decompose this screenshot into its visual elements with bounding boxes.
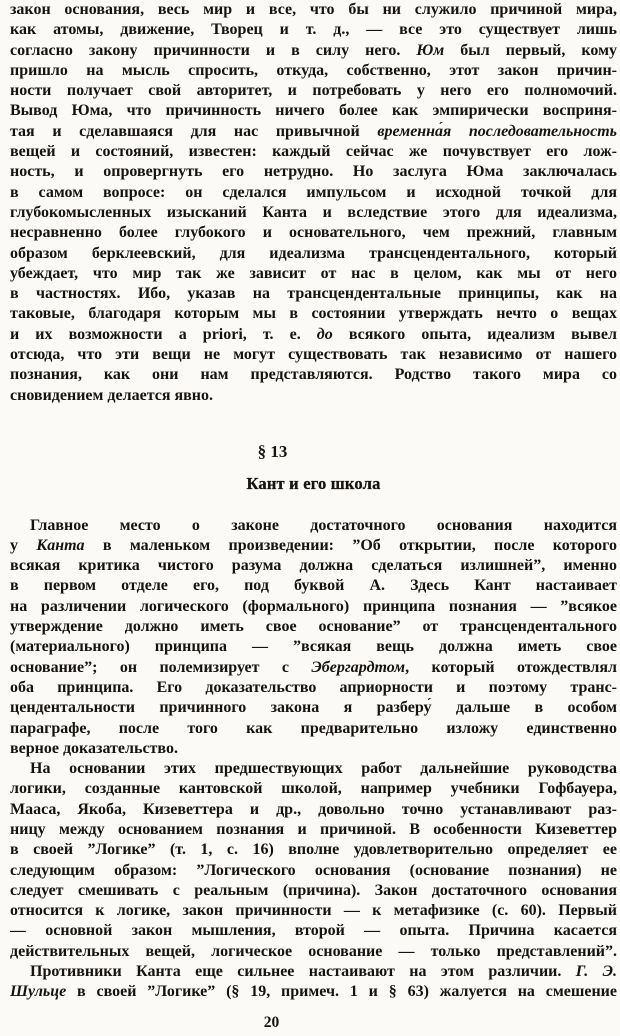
text-segment: в своей ”Логике” (§ 19, примеч. 1 и § 63) жалуется на смешение bbox=[66, 983, 617, 1001]
text-segment: относится к логике, закон причинности — к метафизике (с. 60). Первый bbox=[10, 902, 617, 920]
text-segment: в маленьком произведении: ”Об открытии, после которого bbox=[84, 536, 617, 554]
text-segment: На основании этих предшествующих работ дальнейшие руководства bbox=[30, 760, 617, 778]
text-line bbox=[10, 597, 617, 617]
text-column bbox=[10, 0, 617, 1033]
text-line bbox=[10, 365, 617, 385]
text-segment: следует смешивать с реальным (причина). Закон достаточного основания bbox=[10, 881, 617, 899]
text-line bbox=[10, 142, 617, 162]
text-segment: образом берклеевский, для идеализма трансцендентального, который bbox=[10, 244, 617, 262]
text-segment: глубокомысленных изысканий Канта и вследствие этого для идеализма, bbox=[10, 203, 617, 221]
section-heading: Кант и его школа bbox=[246, 474, 381, 494]
text-segment: в первом отделе его, под буквой А. Здесь Кант настаивает bbox=[10, 577, 617, 595]
paragraph bbox=[10, 759, 617, 962]
text-line bbox=[10, 61, 617, 81]
text-line bbox=[10, 516, 617, 536]
text-segment: утверждение должно иметь свое основание” от трансцендентального bbox=[10, 618, 617, 636]
text-segment: ности получает свой авторитет, и потребовать у него его полномочий. bbox=[10, 82, 617, 100]
text-line bbox=[10, 345, 617, 365]
text-line bbox=[10, 244, 617, 264]
italic-text-segment: временна́я последовательность bbox=[377, 122, 617, 140]
text-segment: следующим образом: ”Логического основания (основание познания) не bbox=[10, 861, 617, 879]
text-line bbox=[10, 325, 617, 345]
text-segment: сновидением делается явно. bbox=[10, 386, 214, 404]
text-line bbox=[10, 739, 617, 759]
text-line bbox=[10, 0, 617, 20]
text-segment: всякого опыта, идеализм вывел bbox=[332, 325, 617, 343]
text-line bbox=[10, 942, 617, 962]
text-line bbox=[10, 617, 617, 637]
text-segment: в частностях. Ибо, указав на трансцендентальные принципы, как на bbox=[10, 285, 617, 303]
text-segment: убеждает, что мир так же зависит от нас в целом, как мы от него bbox=[10, 264, 617, 282]
text-line bbox=[10, 637, 617, 657]
text-segment: согласно закону причинности и в силу него. bbox=[10, 41, 417, 59]
text-line bbox=[10, 264, 617, 284]
text-line bbox=[10, 698, 617, 718]
text-segment: (материального) принципа — ”всякая вещь должна иметь свое bbox=[10, 638, 617, 656]
italic-text-segment: Эбергардтом bbox=[311, 658, 406, 676]
text-segment: как атомы, движение, Творец и т. д., — все это существует лишь bbox=[10, 21, 617, 39]
text-segment: был первый, кому bbox=[444, 41, 617, 59]
text-line bbox=[10, 658, 617, 678]
text-line bbox=[10, 81, 617, 101]
page-number: 20 bbox=[263, 1013, 280, 1031]
text-line bbox=[10, 122, 617, 142]
text-segment: таковые, благодаря которым мы в состоянии утверждать нечто о вещах bbox=[10, 305, 617, 323]
text-segment: ность, и опровергнуть его нетрудно. Но заслуга Юма заключалась bbox=[10, 163, 617, 181]
text-line bbox=[10, 223, 617, 243]
text-line bbox=[10, 982, 617, 1002]
text-line bbox=[10, 779, 617, 799]
text-segment: на различении логического (формального) принципа познания — ”всякое bbox=[10, 597, 617, 615]
text-segment: и их возможности a priori, т. е. bbox=[10, 325, 317, 343]
text-segment: верное доказательство. bbox=[10, 739, 178, 757]
italic-text-segment: Шульце bbox=[10, 983, 67, 1001]
text-segment: логики, созданные кантовской школой, например учебники Гофбауера, bbox=[10, 780, 617, 798]
text-segment: Вывод Юма, что причинность ничего более как эмпирически восприня- bbox=[10, 102, 617, 120]
text-line bbox=[10, 901, 617, 921]
text-segment: , который отождествлял bbox=[405, 658, 617, 676]
text-line bbox=[10, 576, 617, 596]
text-line bbox=[10, 536, 617, 556]
text-segment: несравненно более глубокого и основательного, чем прежний, главным bbox=[10, 224, 617, 242]
text-segment: вещей и состояний, известен: каждый сейчас же почувствует его лож- bbox=[10, 143, 617, 161]
text-line bbox=[10, 101, 617, 121]
section-number: § 13 bbox=[257, 441, 288, 461]
text-line bbox=[10, 162, 617, 182]
text-segment: — основной закон мышления, второй — опыта. Причина касается bbox=[10, 922, 617, 940]
text-line bbox=[10, 800, 617, 820]
text-line bbox=[10, 20, 617, 40]
text-line bbox=[10, 921, 617, 941]
text-segment: познания, как они нам представляются. Родство такого мира со bbox=[10, 366, 617, 384]
italic-text-segment: до bbox=[316, 325, 333, 343]
text-segment: у bbox=[10, 536, 37, 554]
text-line bbox=[10, 719, 617, 739]
text-segment: в самом вопросе: он сделался импульсом и исходной точкой для bbox=[10, 183, 617, 201]
text-line bbox=[10, 556, 617, 576]
italic-text-segment: Г. Э. bbox=[575, 963, 617, 981]
text-segment: пришло на мысль спросить, откуда, собственно, этот закон причин- bbox=[10, 61, 617, 79]
text-line bbox=[10, 759, 617, 779]
text-segment: в своей ”Логике” (т. 1, с. 16) вполне удовлетворительно определяет ее bbox=[10, 841, 617, 859]
text-line bbox=[10, 203, 617, 223]
text-segment: Противники Канта еще сильнее настаивают на этом различии. bbox=[30, 963, 576, 981]
text-segment: закон основания, весь мир и все, что бы ни служило причиной мира, bbox=[10, 1, 617, 18]
text-segment: параграфе, после того как предварительно изложу единственно bbox=[10, 719, 617, 737]
text-segment: цендентальности причинного закона я разберу́ дальше в особом bbox=[10, 699, 617, 717]
text-line bbox=[10, 962, 617, 982]
text-line bbox=[10, 840, 617, 860]
text-segment: отсюда, что эти вещи не могут существовать так независимо от нашего bbox=[10, 346, 617, 364]
paragraph bbox=[10, 962, 617, 1003]
text-line bbox=[10, 284, 617, 304]
text-segment: Главное место о законе достаточного основания находится bbox=[30, 516, 617, 534]
italic-text-segment: Канта bbox=[36, 536, 85, 554]
text-line bbox=[10, 861, 617, 881]
text-line bbox=[10, 881, 617, 901]
paragraph bbox=[10, 0, 617, 406]
text-line bbox=[10, 304, 617, 324]
italic-text-segment: Юм bbox=[416, 41, 445, 59]
paragraph bbox=[10, 516, 617, 760]
text-segment: действительных вещей, логическое основание — только представлений”. bbox=[10, 942, 617, 960]
text-line bbox=[10, 678, 617, 698]
text-segment: всякая критика чистого разума должна сделаться излишней”, именно bbox=[10, 557, 617, 575]
text-segment: оба принципа. Его доказательство априорности и поэтому транс- bbox=[10, 678, 617, 696]
text-segment: основание”; он полемизирует с bbox=[10, 658, 312, 676]
text-segment: тая и сделавшаяся для нас привычной bbox=[10, 122, 378, 140]
text-line bbox=[10, 820, 617, 840]
text-segment: Мааса, Якоба, Кизеветтера и др., довольно точно устанавливают раз- bbox=[10, 800, 617, 818]
text-segment: ницу между основанием познания и причиной. В особенности Кизеветтер bbox=[10, 820, 617, 838]
text-line bbox=[10, 386, 617, 406]
text-line bbox=[10, 41, 617, 61]
text-line bbox=[10, 183, 617, 203]
